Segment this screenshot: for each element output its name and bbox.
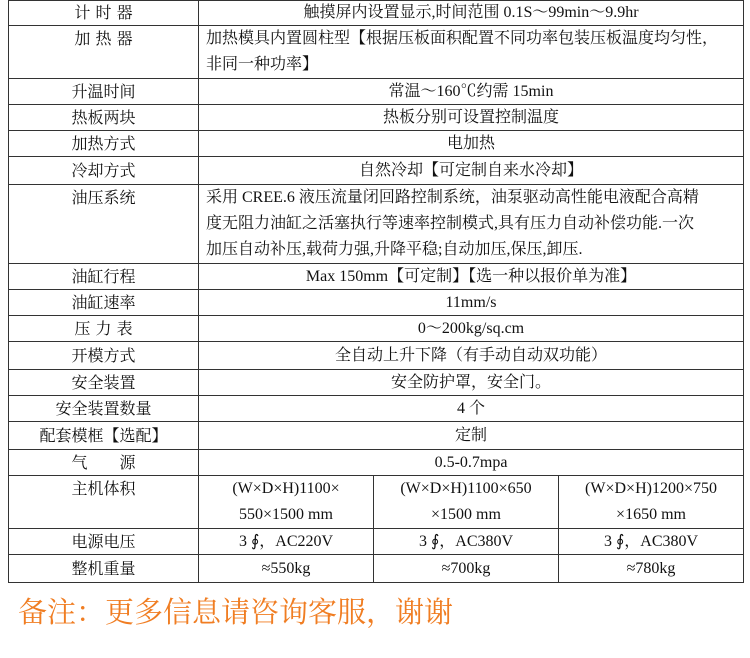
spec-value <box>199 185 744 264</box>
spec-value-line: ×1500 mm <box>431 506 501 523</box>
spec-value-line: 加热模具内置圆柱型【根据压板面积配置不同功率包装压板温度均匀性， <box>206 30 719 47</box>
spec-value-line: (W×D×H)1100×650 <box>400 480 532 497</box>
spec-label: 升温时间 <box>9 79 199 105</box>
spec-value: 常温～160℃约需 15min <box>199 79 744 105</box>
spec-value <box>199 26 744 79</box>
spec-row-machine-size <box>9 476 744 529</box>
spec-value-line: (W×D×H)1100× <box>232 480 340 497</box>
spec-label: 加热方式 <box>9 131 199 157</box>
spec-value-model-1: 3 ∮，AC220V <box>199 529 374 555</box>
spec-value-line: 加压自动补压,载荷力强,升降平稳;自动加压,保压,卸压. <box>206 241 583 258</box>
spec-row-safety-device <box>9 370 744 396</box>
spec-value: 自然冷却【可定制自来水冷却】 <box>199 157 744 185</box>
spec-label: 配套模框【选配】 <box>9 422 199 450</box>
spec-label: 计 时 器 <box>9 1 199 26</box>
spec-value: 0.5-0.7mpa <box>199 450 744 476</box>
spec-value-model-3: ≈780kg <box>559 555 744 583</box>
spec-value: Max 150mm【可定制】【选一种以报价单为准】 <box>199 264 744 290</box>
spec-value-model-2: 3 ∮，AC380V <box>374 529 559 555</box>
spec-row-cylinder-speed <box>9 290 744 316</box>
spec-label: 主机体积 <box>9 476 199 529</box>
spec-label: 油缸行程 <box>9 264 199 290</box>
spec-value: 热板分别可设置控制温度 <box>199 105 744 131</box>
spec-label: 安全装置数量 <box>9 396 199 422</box>
spec-row-mold-opening <box>9 342 744 370</box>
spec-label: 气 源 <box>9 450 199 476</box>
spec-value: 电加热 <box>199 131 744 157</box>
spec-value-line: 采用 CREE.6 液压流量闭回路控制系统，油泵驱动高性能电液配合高精 <box>206 189 699 206</box>
spec-row-pressure-gauge <box>9 316 744 342</box>
spec-value: 0～200kg/sq.cm <box>199 316 744 342</box>
spec-row-mold-frame <box>9 422 744 450</box>
spec-value: 触摸屏内设置显示,时间范围 0.1S～99min～9.9hr <box>199 1 744 26</box>
spec-row-heat-up-time <box>9 79 744 105</box>
spec-row-machine-weight <box>9 555 744 583</box>
spec-value-line: (W×D×H)1200×750 <box>585 480 717 497</box>
spec-value-model-1: ≈550kg <box>199 555 374 583</box>
spec-label: 热板两块 <box>9 105 199 131</box>
spec-value-line: 550×1500 mm <box>239 506 333 523</box>
spec-value-model-2 <box>374 476 559 529</box>
spec-row-power-voltage <box>9 529 744 555</box>
spec-label: 油缸速率 <box>9 290 199 316</box>
spec-value-model-3: 3 ∮，AC380V <box>559 529 744 555</box>
spec-value: 4 个 <box>199 396 744 422</box>
spec-value-model-1 <box>199 476 374 529</box>
spec-value: 全自动上升下降（有手动自动双功能） <box>199 342 744 370</box>
spec-value: 11mm/s <box>199 290 744 316</box>
spec-label: 冷却方式 <box>9 157 199 185</box>
spec-row-hydraulic-system <box>9 185 744 264</box>
spec-label: 油压系统 <box>9 185 199 264</box>
spec-value-model-3 <box>559 476 744 529</box>
footer-note: 备注：更多信息请咨询客服，谢谢 <box>18 595 454 629</box>
spec-row-hot-plates <box>9 105 744 131</box>
spec-label: 整机重量 <box>9 555 199 583</box>
spec-value-line: 度无阻力油缸之活塞执行等速率控制模式,具有压力自动补偿功能.一次 <box>206 215 695 232</box>
spec-value-line: 非同一种功率】 <box>206 56 319 73</box>
spec-row-timer <box>9 1 744 26</box>
spec-value-line: ×1650 mm <box>616 506 686 523</box>
spec-row-heating-method <box>9 131 744 157</box>
spec-table <box>8 0 744 583</box>
spec-row-safety-device-count <box>9 396 744 422</box>
spec-row-cylinder-stroke <box>9 264 744 290</box>
spec-value-model-2: ≈700kg <box>374 555 559 583</box>
spec-label: 安全装置 <box>9 370 199 396</box>
spec-label: 电源电压 <box>9 529 199 555</box>
spec-label: 压 力 表 <box>9 316 199 342</box>
spec-table-body <box>9 1 744 583</box>
spec-value: 安全防护罩，安全门。 <box>199 370 744 396</box>
spec-label: 开模方式 <box>9 342 199 370</box>
spec-value: 定制 <box>199 422 744 450</box>
spec-label: 加 热 器 <box>9 26 199 79</box>
spec-row-air-source <box>9 450 744 476</box>
spec-row-cooling-method <box>9 157 744 185</box>
spec-row-heater <box>9 26 744 79</box>
